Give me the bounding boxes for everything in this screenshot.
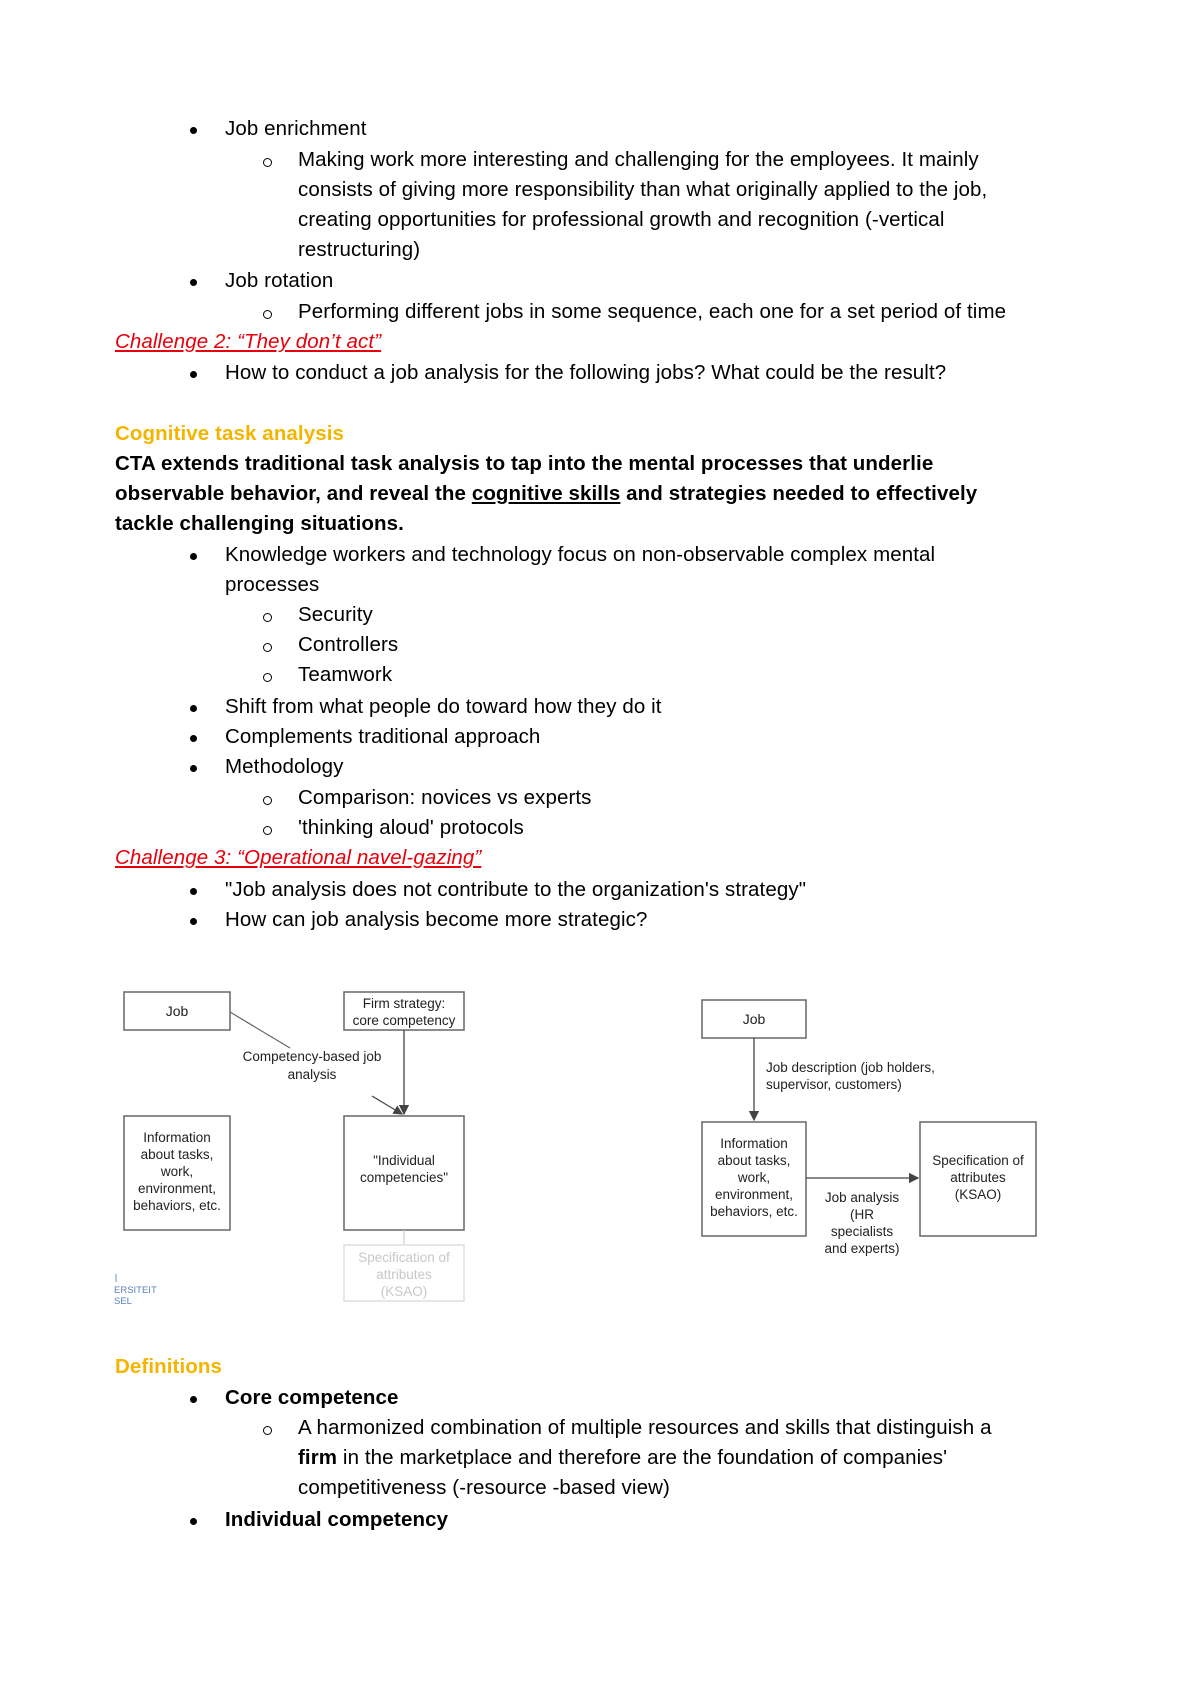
bullet-dot — [190, 1396, 197, 1403]
spec-right-line-3: (KSAO) — [954, 1187, 1002, 1202]
job-rotation-title: Job rotation — [225, 269, 334, 292]
traditional-diagram — [702, 1000, 1036, 1256]
methodology-thinking-aloud: 'thinking aloud' protocols — [298, 816, 524, 839]
cta-bullet-4: Methodology — [225, 755, 344, 778]
job-enrichment-desc-3: creating opportunities for professional growth and recognition (-vertical — [298, 208, 945, 231]
info-right-line-1: Information — [720, 1136, 788, 1151]
bullet-dot — [190, 127, 197, 134]
spec-left-line-3: (KSAO) — [380, 1284, 428, 1299]
info-left-line-2: about tasks, — [140, 1147, 214, 1162]
core-def-line-3: competitiveness (-resource -based view) — [298, 1476, 670, 1499]
competency-based-diagram — [114, 992, 464, 1307]
bullet-dot — [190, 553, 197, 560]
sub-bullet-circle — [263, 310, 272, 319]
bullet-dot — [190, 279, 197, 286]
core-competence-term: Core competence — [225, 1386, 399, 1409]
cognitive-skills-term: cognitive skills — [471, 482, 621, 505]
sub-bullet-circle — [263, 613, 272, 622]
watermark-line-1: ERSITEIT — [114, 1285, 157, 1296]
sub-bullet-circle — [263, 1426, 272, 1435]
info-right-line-5: behaviors, etc. — [710, 1204, 798, 1219]
info-left-line-1: Information — [143, 1130, 211, 1145]
cta-sub-controllers: Controllers — [298, 633, 399, 656]
bullet-dot — [190, 735, 197, 742]
cta-intro-line-2 — [115, 479, 977, 509]
sub-bullet-circle — [263, 673, 272, 682]
job-enrichment-desc-4: restructuring) — [298, 238, 421, 261]
core-def-firm: firm — [298, 1446, 338, 1469]
cta-bullet-3: Complements traditional approach — [225, 725, 541, 748]
job-label-left: Job — [165, 1003, 189, 1019]
spec-left-line-2: attributes — [376, 1267, 432, 1282]
analysis-line-1: Job analysis — [824, 1190, 900, 1205]
info-left-line-5: behaviors, etc. — [133, 1198, 221, 1213]
cta-bullet-1-line-1: Knowledge workers and technology focus on non-observable complex mental — [225, 543, 936, 566]
challenge-2-question: How to conduct a job analysis for the following jobs? What could be the result? — [225, 361, 947, 384]
spec-left-line-1: Specification of — [358, 1250, 450, 1265]
bullet-dot — [190, 705, 197, 712]
cta-sub-teamwork: Teamwork — [298, 663, 393, 686]
core-def-line-1: A harmonized combination of multiple resources and skills that distinguish a — [298, 1416, 992, 1439]
core-def-line-2 — [298, 1443, 947, 1473]
sub-bullet-circle — [263, 158, 272, 167]
spec-right-line-2: attributes — [950, 1170, 1006, 1185]
job-enrichment-desc-1: Making work more interesting and challenging for the employees. It mainly — [298, 148, 979, 171]
definitions-heading: Definitions — [115, 1355, 223, 1378]
cta-sub-security: Security — [298, 603, 373, 626]
job-rotation-desc: Performing different jobs in some sequence, each one for a set period of time — [298, 300, 1007, 323]
analysis-line-2: (HR — [850, 1207, 874, 1222]
competency-label-line-2: analysis — [287, 1067, 337, 1082]
job-connector-line — [230, 1012, 290, 1048]
firm-strategy-line-1: Firm strategy: — [362, 996, 446, 1011]
job-enrichment-desc-2: consists of giving more responsibility than what originally applied to the job, — [298, 178, 988, 201]
challenge-3-question: How can job analysis become more strategic? — [225, 908, 648, 931]
analysis-line-4: and experts) — [824, 1241, 900, 1256]
job-desc-line-1: Job description (job holders, — [766, 1060, 935, 1075]
cta-bullet-2: Shift from what people do toward how they do it — [225, 695, 662, 718]
sub-bullet-circle — [263, 643, 272, 652]
cta-intro-line-1: CTA extends traditional task analysis to tap into the mental processes that underlie — [115, 452, 934, 475]
cta-intro-line-2-pre: observable behavior, and reveal the — [115, 482, 472, 505]
individual-competency-term: Individual competency — [225, 1508, 449, 1531]
methodology-comparison: Comparison: novices vs experts — [298, 786, 592, 809]
job-desc-line-2: supervisor, customers) — [766, 1077, 902, 1092]
bullet-dot — [190, 371, 197, 378]
analysis-arrow — [372, 1096, 402, 1114]
firm-strategy-line-2: core competency — [352, 1013, 456, 1028]
spec-right-line-1: Specification of — [932, 1153, 1024, 1168]
competency-label-line-1: Competency-based job — [242, 1049, 382, 1064]
bullet-dot — [190, 888, 197, 895]
watermark-line-2: SEL — [114, 1296, 132, 1307]
individual-line-2: competencies" — [359, 1170, 449, 1185]
info-left-line-3: work, — [160, 1164, 194, 1179]
cta-bullet-1-line-2: processes — [225, 573, 320, 596]
challenge-3-quote: "Job analysis does not contribute to the organization's strategy" — [225, 878, 807, 901]
job-label-right: Job — [742, 1011, 766, 1027]
cta-intro-line-2-post: and strategies needed to effectively — [620, 482, 978, 505]
bullet-dot — [190, 918, 197, 925]
job-analysis-diagrams — [0, 960, 1200, 1320]
info-right-line-2: about tasks, — [717, 1153, 791, 1168]
bullet-dot — [190, 765, 197, 772]
cta-intro-line-3: tackle challenging situations. — [115, 512, 404, 535]
job-enrichment-title: Job enrichment — [225, 117, 367, 140]
cta-heading: Cognitive task analysis — [115, 422, 345, 445]
info-right-line-4: environment, — [714, 1187, 794, 1202]
core-def-line-2-rest: in the marketplace and therefore are the foundation of companies' — [337, 1446, 948, 1469]
challenge-3-title: Challenge 3: “Operational navel-gazing” — [115, 846, 482, 869]
sub-bullet-circle — [263, 826, 272, 835]
info-left-line-4: environment, — [137, 1181, 217, 1196]
challenge-2-title: Challenge 2: “They don’t act” — [115, 330, 382, 353]
bullet-dot — [190, 1518, 197, 1525]
info-right-line-3: work, — [737, 1170, 771, 1185]
individual-line-1: "Individual — [373, 1153, 435, 1168]
analysis-line-3: specialists — [830, 1224, 894, 1239]
sub-bullet-circle — [263, 796, 272, 805]
